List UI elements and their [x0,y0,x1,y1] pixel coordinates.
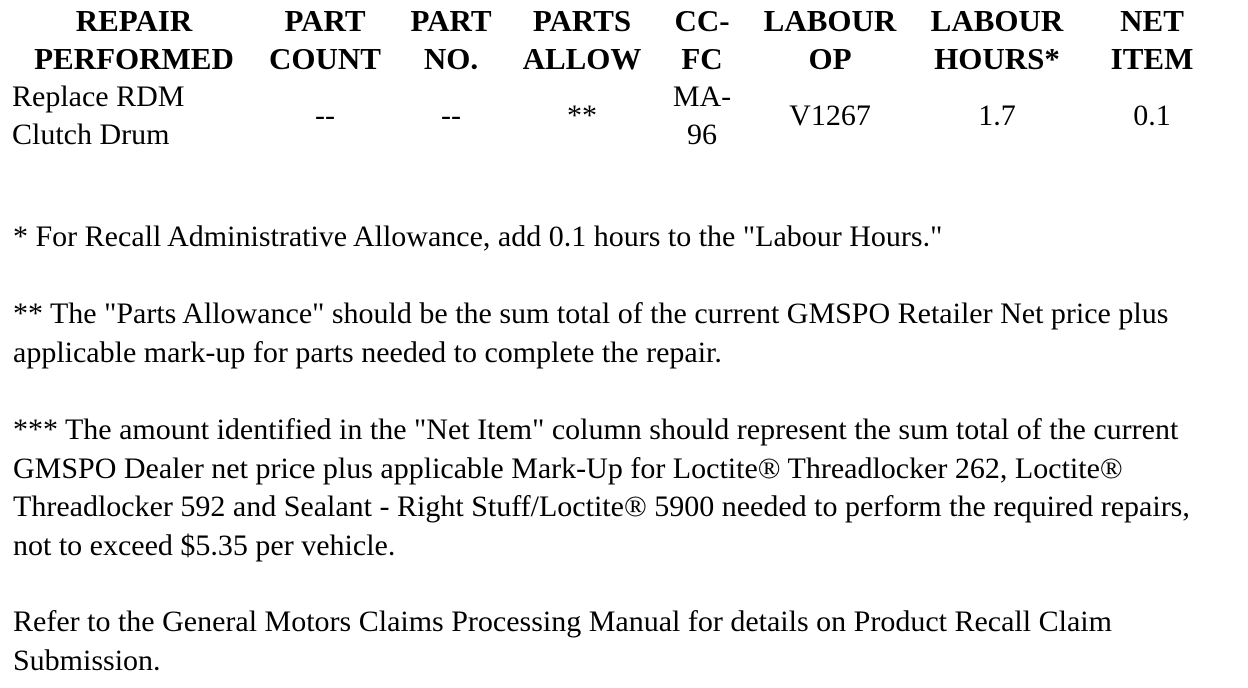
header-cc-fc: CC- FC [674,3,730,76]
cell-part-count: -- [315,99,335,132]
cell-parts-allow: ** [567,99,597,132]
labor-operation-table [8,2,1218,154]
table-row [8,78,1218,154]
header-parts-allow: PARTS ALLOW [522,3,642,76]
note-admin-allowance: * For Recall Administrative Allowance, add 0.1 hours to the "Labour Hours." [13,220,943,253]
header-net-item: NET ITEM [1110,3,1194,76]
table-header-row [8,2,1218,78]
cell-cc-fc: MA- 96 [672,80,732,151]
header-part-count: PART COUNT [269,3,381,76]
cell-net-item: 0.1 [1133,99,1171,132]
cell-labour-op: V1267 [789,99,871,132]
cell-labour-hours: 1.7 [978,99,1016,132]
cell-part-no: -- [441,99,461,132]
header-labour-hours: LABOUR HOURS* [930,3,1064,76]
note-manual-reference: Refer to the General Motors Claims Processing Manual for details on Product Recall Claim Submission. [13,605,1112,677]
header-part-no: PART NO. [410,3,492,76]
note-net-item: *** The amount identified in the "Net Item" column should represent the sum total of the current GMSPO Dealer net price plus applicable Mark-Up for Loctite® Threadlocker 262, Loctite® Threadlocker 592 and Sealant - Right Stuff/Loctite® 5900 needed to perform the required repairs, not to exceed $5.35 per vehicle. [13,413,1190,562]
header-repair-performed: REPAIR PERFORMED [34,3,234,76]
note-parts-allowance: ** The "Parts Allowance" should be the sum total of the current GMSPO Retailer Net price plus applicable mark-up for parts needed to complete the repair. [13,297,1169,369]
header-labour-op: LABOUR OP [763,3,897,76]
cell-repair-performed: Replace RDM Clutch Drum [12,80,185,151]
